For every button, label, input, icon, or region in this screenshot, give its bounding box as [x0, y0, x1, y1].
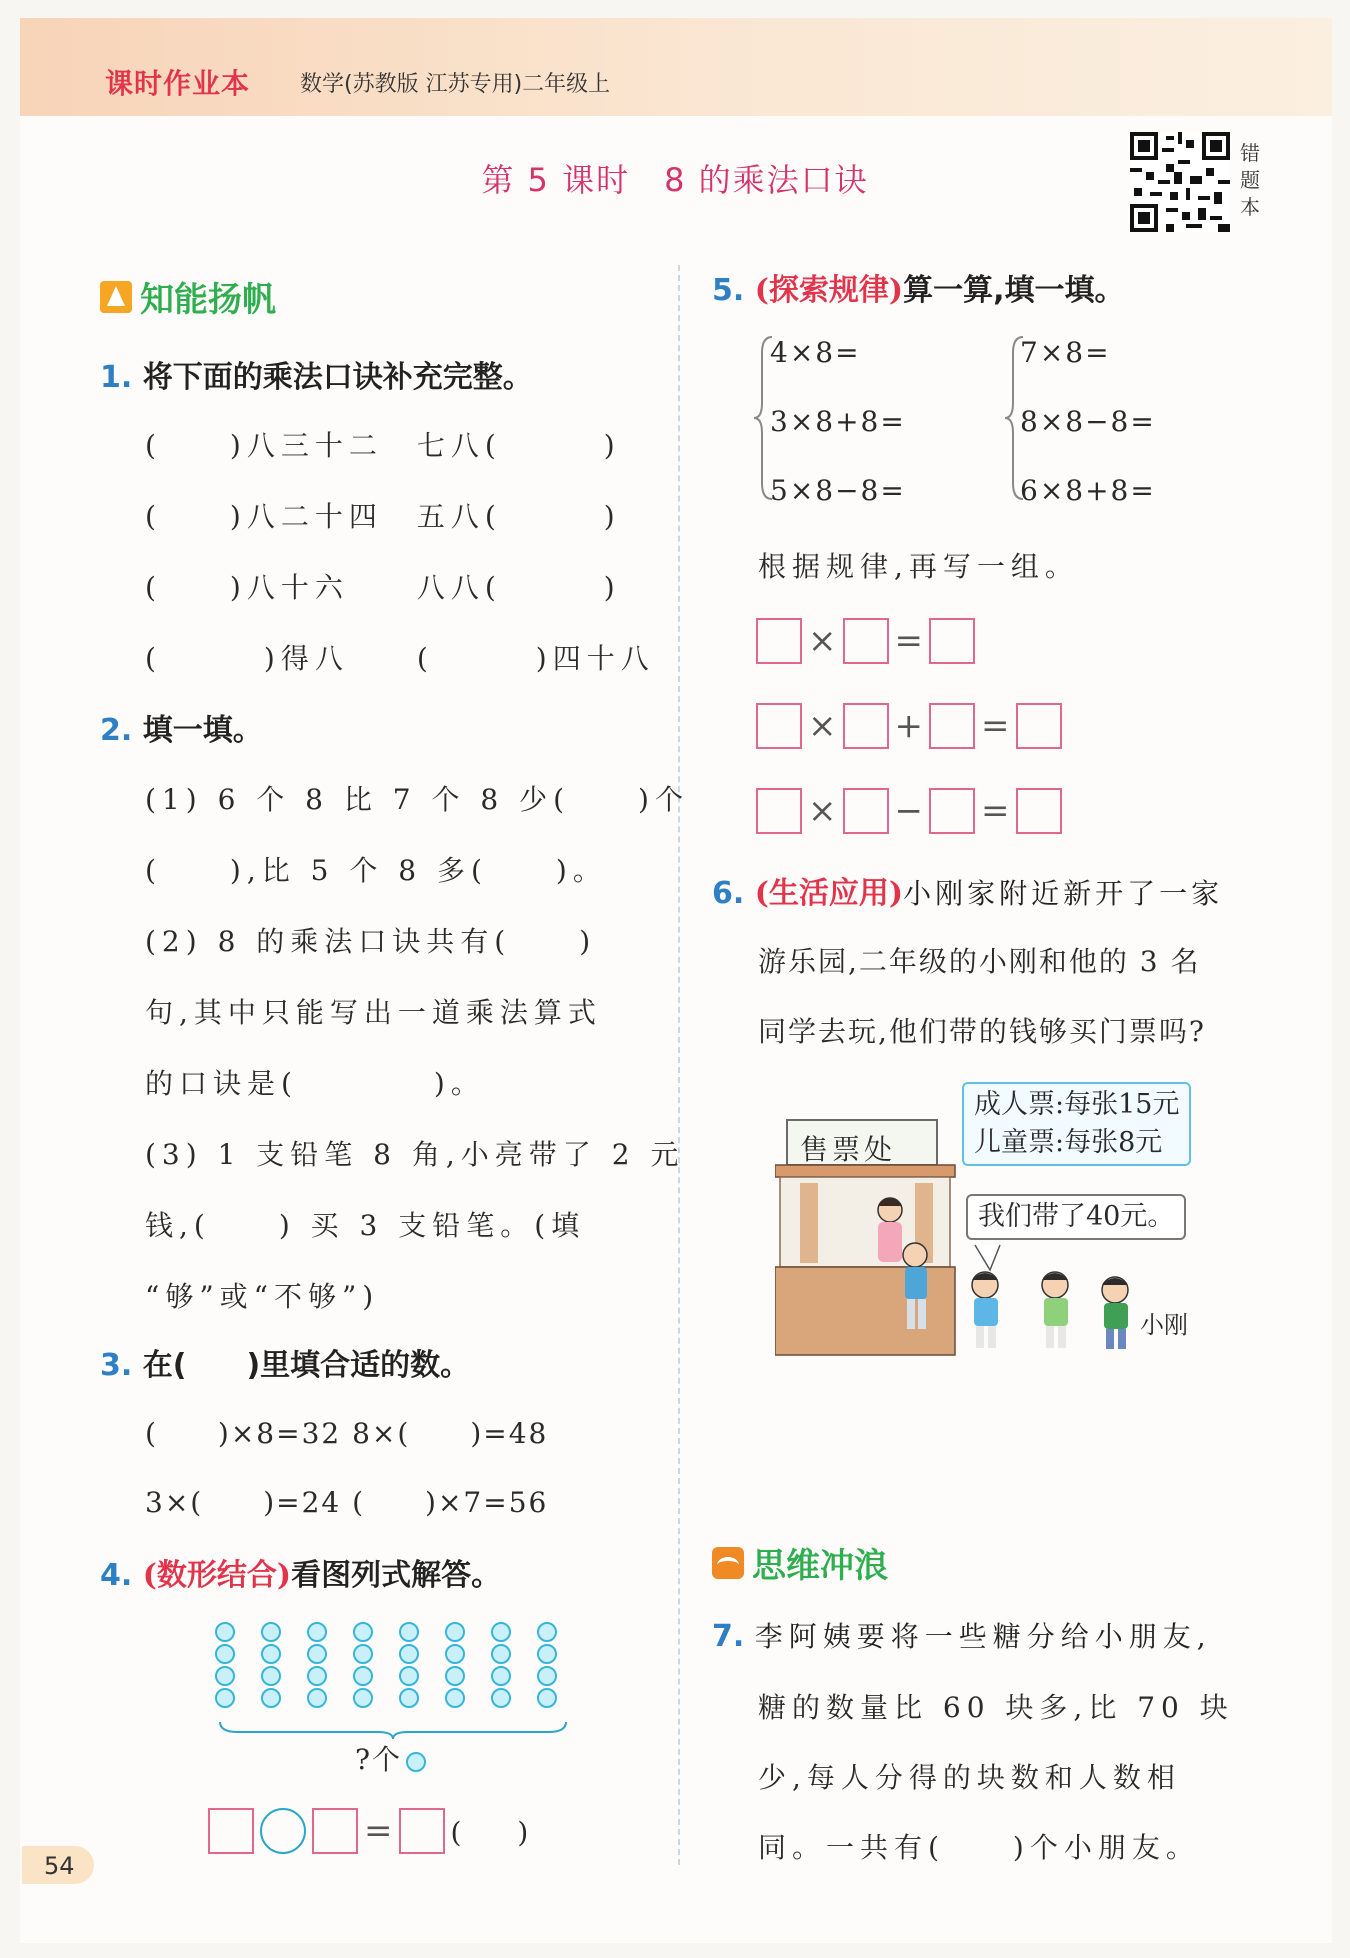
q4-answer-row: [208, 1808, 528, 1854]
dot: [399, 1622, 419, 1642]
section-thinking-label: 思维冲浪: [752, 1546, 888, 1586]
q5-prompt: 算一算,填一填。: [903, 273, 1125, 308]
unit-paren[interactable]: ( ): [450, 1816, 529, 1849]
q1-row: ( )八三十二 七八( ): [145, 429, 621, 462]
dot: [215, 1666, 235, 1686]
q6-line: 同学去玩,他们带的钱够买门票吗?: [758, 1015, 1206, 1048]
price-child: 儿童票:每张8元: [974, 1127, 1163, 1158]
dot: [353, 1688, 373, 1708]
dot: [215, 1622, 235, 1642]
q1-row: ( )八二十四 五八( ): [145, 500, 621, 533]
q3-row: 3×( )=24 ( )×7=56: [145, 1486, 549, 1519]
q5-number: 5.: [712, 273, 745, 308]
q5-pattern-row-3: [756, 788, 1062, 834]
q5-left-eq: 3×8+8=: [770, 405, 906, 438]
q2-line: 的口诀是( )。: [145, 1067, 485, 1100]
q1-number: 1.: [100, 360, 133, 395]
answer-box[interactable]: [208, 1808, 254, 1854]
q2-line: (1) 6 个 8 比 7 个 8 少( )个: [145, 783, 689, 816]
dot: [445, 1622, 465, 1642]
dot: [261, 1666, 281, 1686]
wave-icon: [712, 1547, 744, 1579]
dot: [537, 1622, 557, 1642]
speech-bubble: 我们带了40元。: [966, 1194, 1186, 1240]
dot: [353, 1644, 373, 1664]
dot-icon: [406, 1752, 426, 1772]
dot: [215, 1688, 235, 1708]
sail-icon: [100, 281, 132, 313]
q2-line: 钱,( ) 买 3 支铅笔。(填: [145, 1209, 586, 1242]
q2-prompt: 填一填。: [142, 713, 263, 748]
dot: [491, 1666, 511, 1686]
q2-line: “够”或“不够”): [145, 1280, 380, 1313]
q2-line: ( ),比 5 个 8 多( )。: [145, 854, 607, 887]
equals-sign: =: [894, 621, 923, 661]
answer-box[interactable]: [929, 618, 975, 664]
answer-box[interactable]: [843, 788, 889, 834]
qr-code-icon[interactable]: [1130, 132, 1230, 232]
q6-number: 6.: [712, 876, 745, 911]
q5-right-eq: 6×8+8=: [1020, 474, 1156, 507]
column-divider: [678, 265, 680, 1865]
q6-line: 游乐园,二年级的小刚和他的 3 名: [758, 945, 1201, 978]
dot: [537, 1688, 557, 1708]
equals-sign: =: [981, 706, 1010, 746]
section-basics-label: 知能扬帆: [140, 280, 276, 320]
book-title: 课时作业本: [105, 67, 251, 100]
dot: [261, 1644, 281, 1664]
q2-line: (2) 8 的乘法口诀共有( ): [145, 925, 597, 958]
q5-pattern-row-1: [756, 618, 975, 664]
q7-heading: [712, 1615, 1212, 1655]
kid-label: 小刚: [1140, 1311, 1188, 1339]
answer-box[interactable]: [843, 703, 889, 749]
dot: [445, 1666, 465, 1686]
book-subtitle: 数学(苏教版 江苏专用)二年级上: [300, 72, 611, 97]
q5-right-eq: 7×8=: [1020, 336, 1111, 369]
q2-line: 句,其中只能写出一道乘法算式: [145, 996, 602, 1029]
dot: [353, 1622, 373, 1642]
plus-sign: +: [894, 706, 923, 746]
section-thinking: [712, 1538, 888, 1587]
q3-prompt-prefix: 在(: [142, 1348, 187, 1383]
answer-box[interactable]: [756, 788, 802, 834]
q1-heading: [100, 352, 533, 396]
equals-sign: =: [364, 1811, 393, 1851]
answer-box[interactable]: [843, 618, 889, 664]
qr-label: 错题本: [1240, 141, 1260, 219]
dot: [399, 1644, 419, 1664]
q4-number: 4.: [100, 1558, 133, 1593]
section-basics: [100, 272, 276, 321]
page-number: 54: [44, 1852, 75, 1880]
answer-box[interactable]: [399, 1808, 445, 1854]
dot: [445, 1644, 465, 1664]
minus-sign: −: [894, 791, 923, 831]
booth-sign: 售票处: [800, 1133, 897, 1166]
dot: [399, 1666, 419, 1686]
q7-number: 7.: [712, 1619, 745, 1654]
equals-sign: =: [981, 791, 1010, 831]
q7-line: 糖的数量比 60 块多,比 70 块: [758, 1691, 1234, 1724]
lesson-title: 第 5 课时 8 的乘法口诀: [481, 161, 869, 199]
dot: [307, 1644, 327, 1664]
dot: [307, 1622, 327, 1642]
answer-box[interactable]: [929, 703, 975, 749]
q6-line: 小刚家附近新开了一家: [903, 877, 1224, 910]
q5-tag: (探索规律): [754, 273, 904, 308]
q2-number: 2.: [100, 713, 133, 748]
q3-prompt-suffix: )里填合适的数。: [246, 1348, 471, 1383]
answer-box[interactable]: [1016, 703, 1062, 749]
q2-heading: [100, 705, 263, 749]
q6-tag: (生活应用): [754, 876, 904, 911]
q5-pattern-text: 根据规律,再写一组。: [758, 550, 1079, 583]
q1-row: ( )八十六 八八( ): [145, 571, 621, 604]
answer-box[interactable]: [929, 788, 975, 834]
q5-left-eq: 5×8−8=: [770, 474, 906, 507]
price-adult: 成人票:每张15元: [974, 1089, 1180, 1120]
q4-heading: [100, 1550, 501, 1594]
q5-left-eq: 4×8=: [770, 336, 861, 369]
q1-prompt: 将下面的乘法口诀补充完整。: [142, 360, 533, 395]
q3-heading: [100, 1340, 470, 1384]
q3-number: 3.: [100, 1348, 133, 1383]
dot: [261, 1622, 281, 1642]
dot: [491, 1688, 511, 1708]
q6-heading: [712, 868, 1223, 912]
q7-line: 李阿姨要将一些糖分给小朋友,: [754, 1620, 1212, 1653]
brace-label-row: [355, 1738, 426, 1778]
dot: [307, 1666, 327, 1686]
dot: [537, 1666, 557, 1686]
times-sign: ×: [808, 791, 837, 831]
q5-right-eq: 8×8−8=: [1020, 405, 1156, 438]
dot: [491, 1622, 511, 1642]
brace-label: ?个: [355, 1743, 403, 1776]
dot: [261, 1688, 281, 1708]
price-board: [962, 1082, 1191, 1166]
q5-pattern-row-2: [756, 703, 1062, 749]
dot: [445, 1688, 465, 1708]
q1-row: ( )得八 ( )四十八: [145, 642, 655, 675]
dot: [353, 1666, 373, 1686]
answer-box[interactable]: [1016, 788, 1062, 834]
q4-tag: (数形结合): [142, 1558, 292, 1593]
dot: [399, 1688, 419, 1708]
q4-prompt: 看图列式解答。: [291, 1558, 502, 1593]
q7-line: 同。一共有( )个小朋友。: [758, 1831, 1200, 1864]
dot: [537, 1644, 557, 1664]
dot: [215, 1644, 235, 1664]
times-sign: ×: [808, 706, 837, 746]
answer-box[interactable]: [756, 703, 802, 749]
answer-box[interactable]: [312, 1808, 358, 1854]
operator-circle[interactable]: [260, 1808, 306, 1854]
q3-row: ( )×8=32 8×( )=48: [145, 1417, 549, 1450]
q7-line: 少,每人分得的块数和人数相: [758, 1761, 1181, 1794]
dot: [491, 1644, 511, 1664]
q2-line: (3) 1 支铅笔 8 角,小亮带了 2 元: [145, 1138, 685, 1171]
times-sign: ×: [808, 621, 837, 661]
q5-heading: [712, 265, 1125, 309]
answer-box[interactable]: [756, 618, 802, 664]
brace-icon: [218, 1720, 568, 1740]
dot: [307, 1688, 327, 1708]
